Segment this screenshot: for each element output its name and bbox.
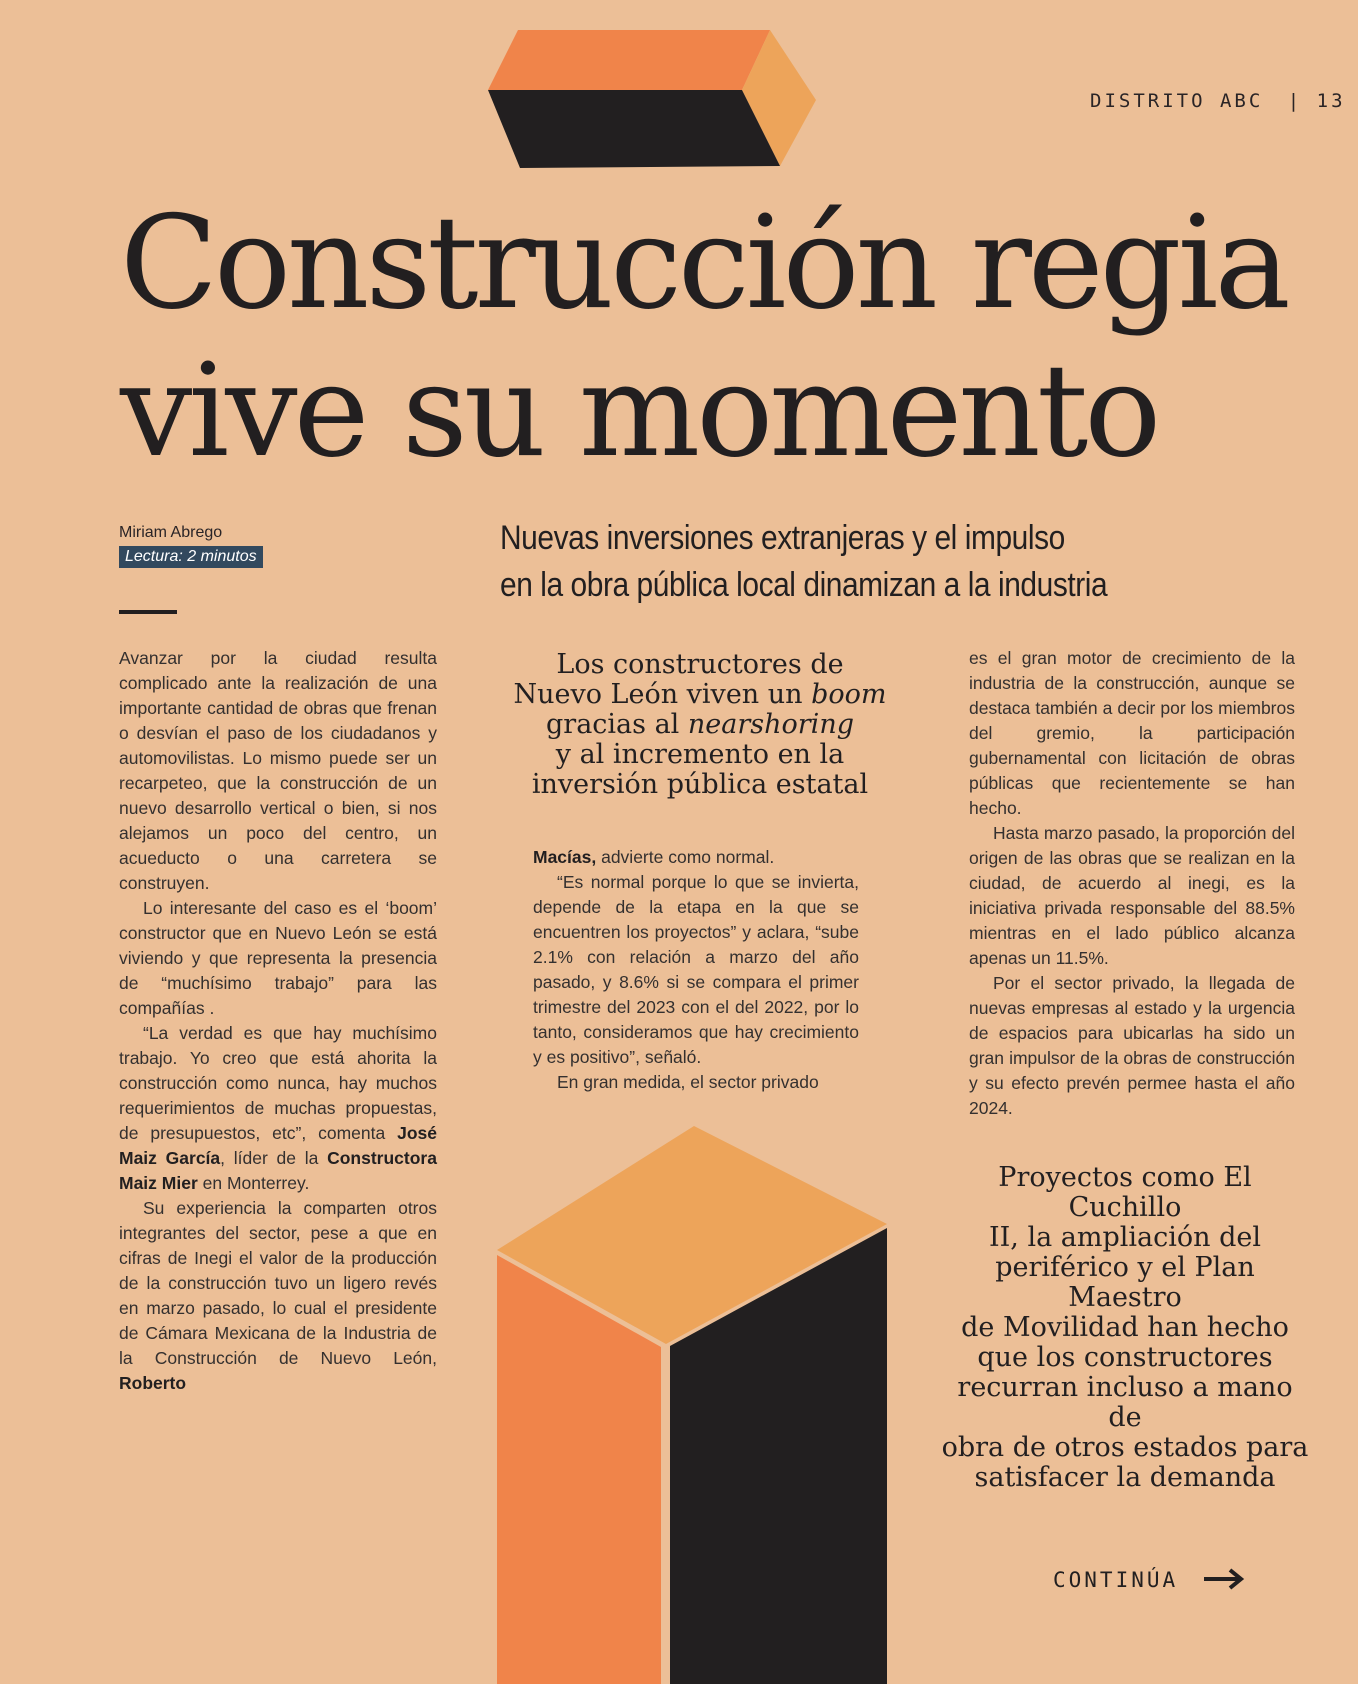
page-number: 13: [1316, 90, 1346, 112]
article-column-1: [119, 646, 437, 1396]
pull-quote-1: Los constructores de Nuevo León viven un boom gracias al nearshoring y al incremento en la inversión pública estatal: [513, 649, 887, 800]
arrow-right-icon: [1204, 1568, 1246, 1590]
person-name: Macías,: [533, 847, 597, 867]
paragraph: Hasta marzo pasado, la proporción del origen de las obras que se realizan en la ciudad, de acuerdo al inegi, es la iniciativa privada responsable del 88.5% mientras en el lado público alcanza apenas un 11.5%.: [969, 823, 1295, 968]
paragraph: Macías, advierte como normal.: [533, 847, 775, 867]
paragraph: Lo interesante del caso es el ‘boom’ constructor que en Nuevo León se está viviendo y que representa la presencia de “muchísimo trabajo” para las compañías .: [119, 898, 437, 1018]
decorative-block-top: [488, 28, 818, 170]
title-line-1: Construcción regia: [120, 189, 1287, 338]
paragraph: En gran medida, el sector privado: [557, 1072, 819, 1092]
pull-quote-2: Proyectos como El Cuchillo II, la ampliación del periférico y el Plan Maestro de Movilidad han hecho que los constructores recurran incluso a mano de obra de otros estados para satisfacer la demanda: [941, 1162, 1309, 1493]
subtitle-line-2: en la obra pública local dinamizan a la industria: [500, 566, 1108, 604]
paragraph: “La verdad es que hay muchísimo trabajo. Yo creo que está ahorita la construcción como nunca, hay muchos requerimientos de muchas propuestas, de presupuestos, etc”, comenta José Maiz García, líder de la Constructora Maiz Mier en Monterrey.: [119, 1023, 437, 1193]
article-title: [120, 190, 1287, 486]
section-name: DISTRITO ABC: [1090, 90, 1264, 112]
person-name: Roberto: [119, 1373, 187, 1393]
paragraph: Avanzar por la ciudad resulta complicado ante la realización de una importante cantidad de obras que frenan o desvían el paso de los ciudadanos y automovilistas. Lo mismo puede ser un recarpeteo, que la construcción de un nuevo desarrollo vertical o bien, si nos alejamos un poco del centro, un acueducto o una carretera se construyen.: [119, 648, 437, 893]
continue-label: CONTINÚA: [1053, 1568, 1179, 1592]
article-column-2: [533, 845, 859, 1095]
article-subtitle: [500, 515, 1169, 609]
person-name: José Maiz García: [119, 1123, 437, 1168]
paragraph: es el gran motor de crecimiento de la industria de la construcción, aunque se destaca también a decir por los miembros del gremio, la participación gubernamental con licitación de obras públicas que recientemente se han hecho.: [969, 648, 1295, 818]
continue-link[interactable]: [1053, 1568, 1246, 1592]
paragraph: Su experiencia la comparten otros integrantes del sector, pese a que en cifras de Inegi el valor de la producción de la construcción tuvo un ligero revés en marzo pasado, lo cual el presidente de Cámara Mexicana de la Industria de la Construcción de Nuevo León, Roberto: [119, 1198, 437, 1393]
article-column-3: [969, 646, 1295, 1121]
header-separator: |: [1287, 90, 1303, 112]
author-name: Miriam Abrego: [119, 524, 223, 541]
page-header: [1090, 90, 1346, 112]
reading-time-badge: Lectura: 2 minutos: [119, 546, 263, 568]
subtitle-line-1: Nuevas inversiones extranjeras y el impulso: [500, 519, 1065, 557]
decorative-block-bottom: [494, 1126, 890, 1684]
company-name: Constructora Maiz Mier: [119, 1148, 437, 1193]
paragraph: “Es normal porque lo que se invierta, depende de la etapa en la que se encuentren los proyectos” y aclara, “sube 2.1% con relación a marzo del año pasado, y 8.6% si se compara el primer trimestre del 2023 con el del 2022, por lo tanto, consideramos que hay crecimiento y es positivo”, señaló.: [533, 872, 859, 1067]
paragraph: Por el sector privado, la llegada de nuevas empresas al estado y la urgencia de espacios para ubicarlas ha sido un gran impulsor de la obras de construcción y su efecto prevén permee hasta el año 2024.: [969, 973, 1295, 1118]
divider: [119, 610, 177, 614]
title-line-2: vive su momento: [120, 337, 1158, 486]
